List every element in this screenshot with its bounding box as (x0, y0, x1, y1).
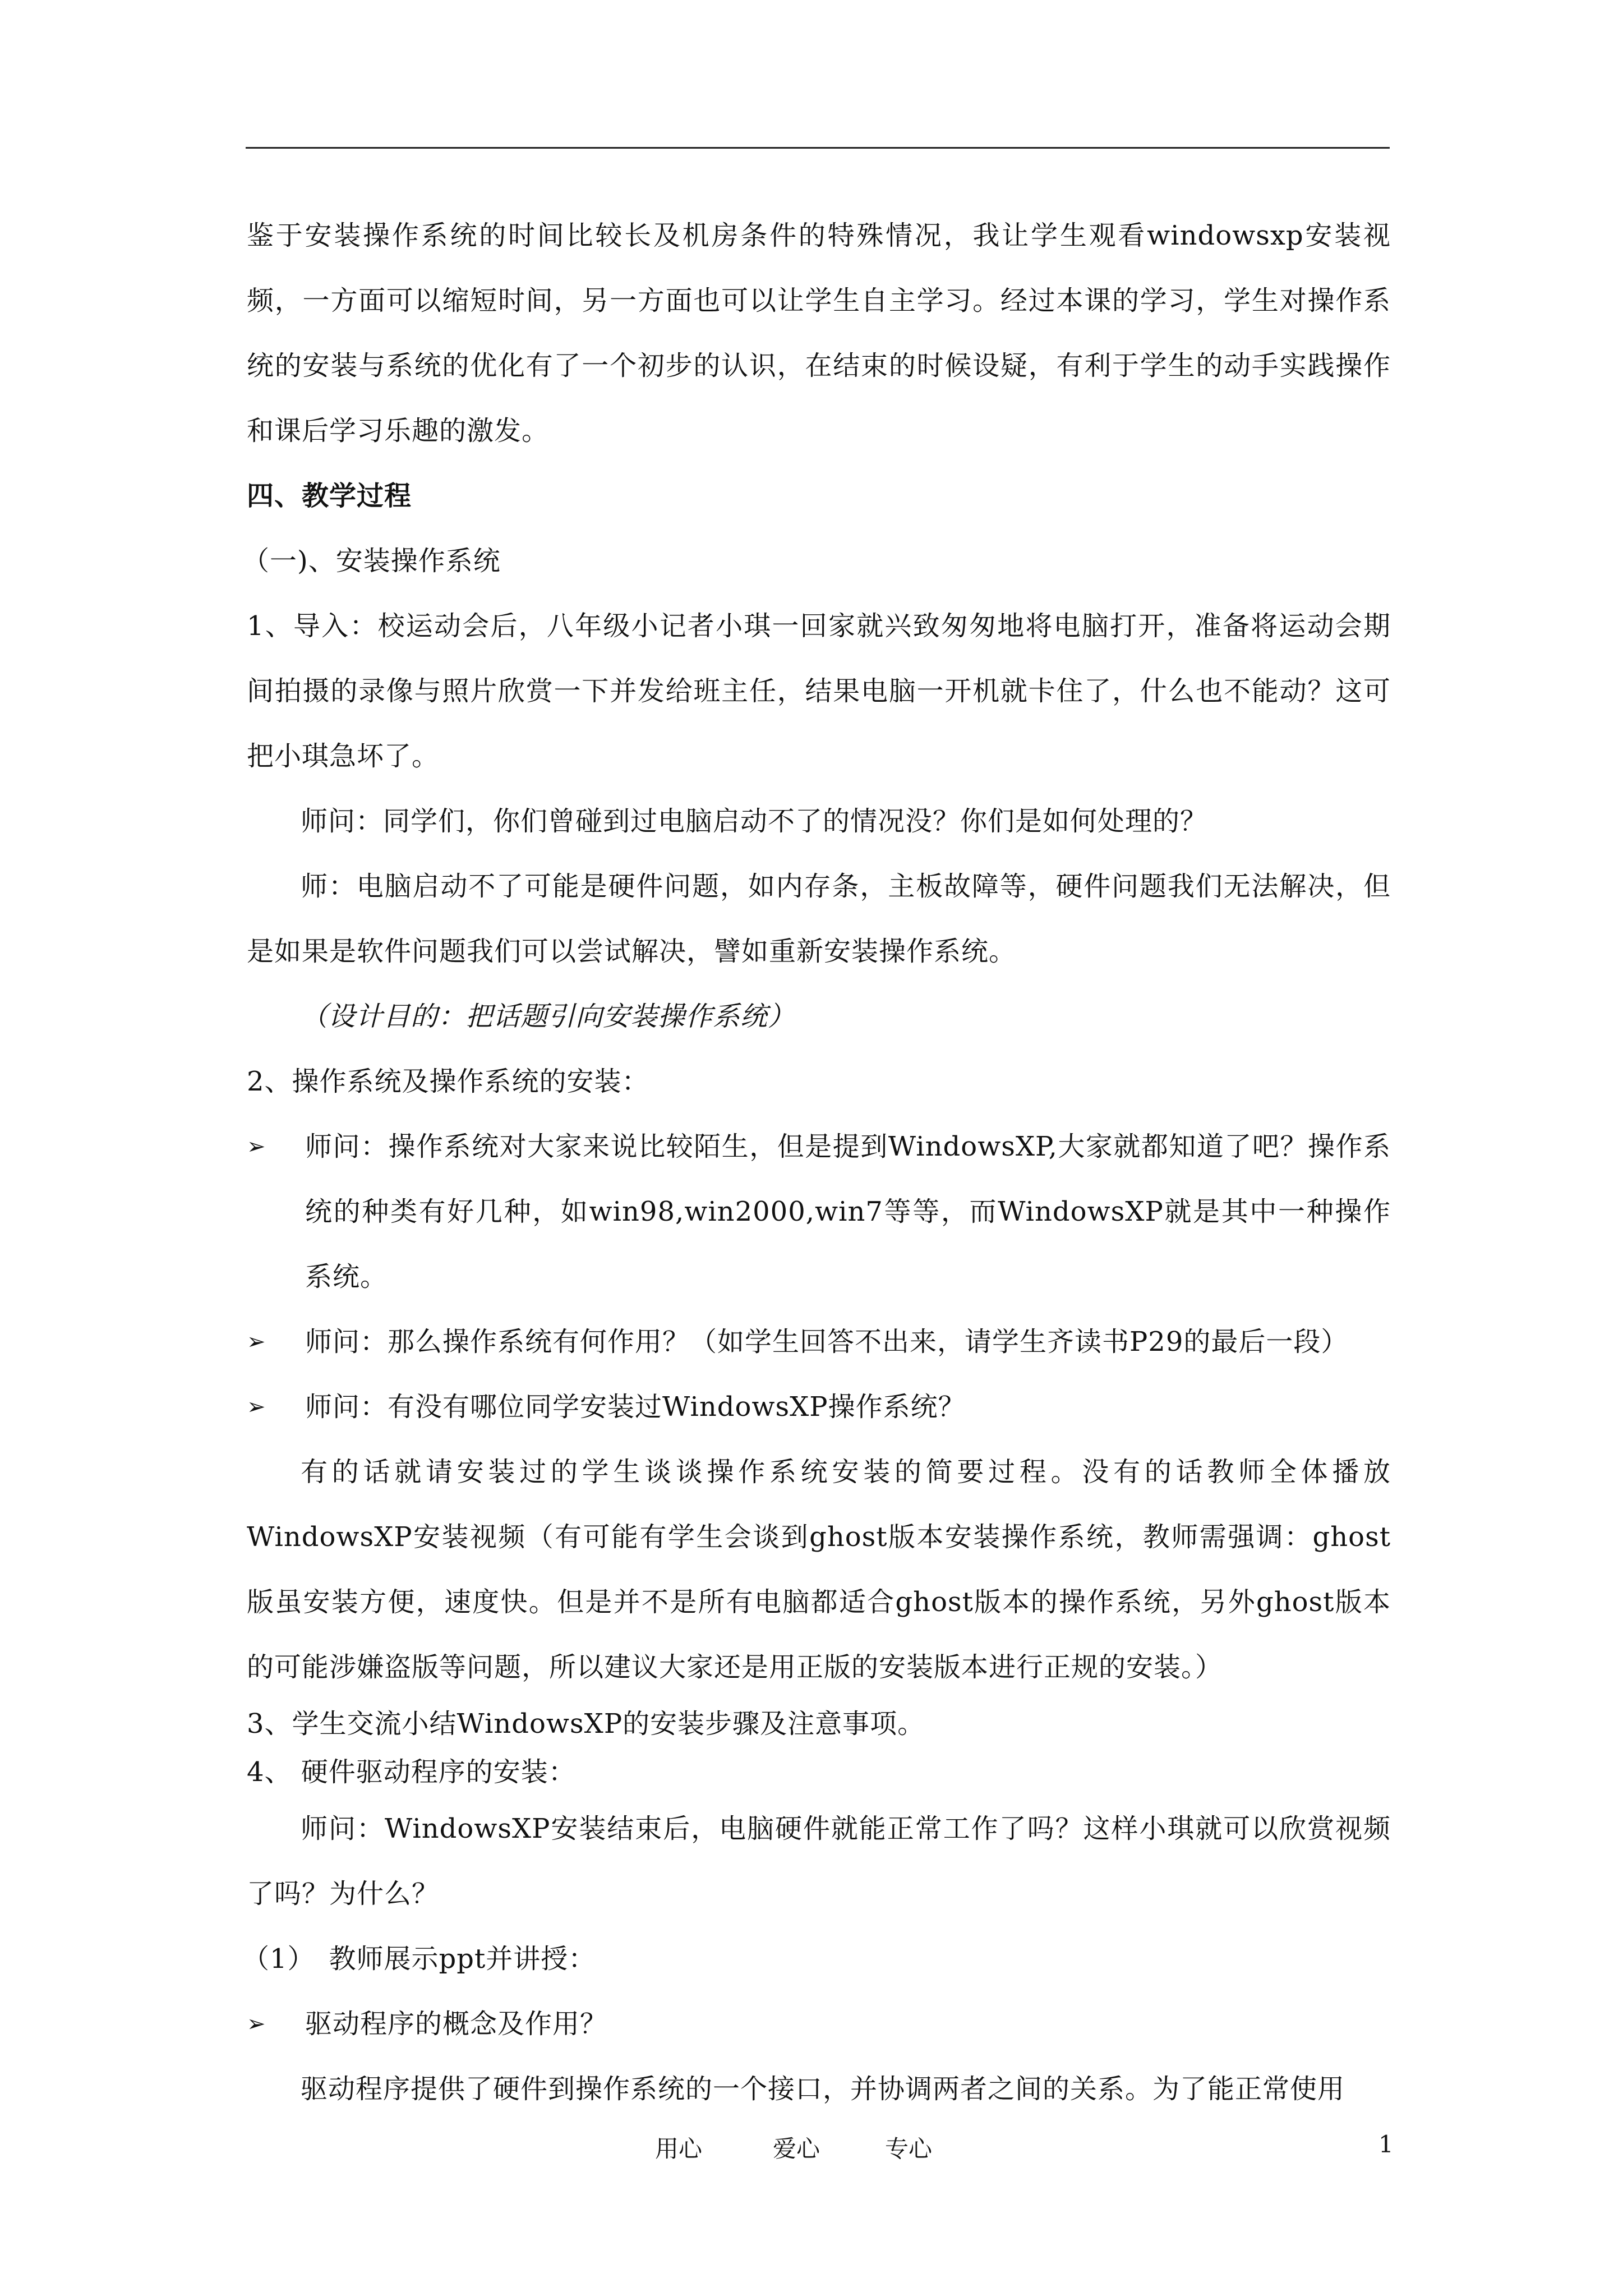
bullet-text: 师问：操作系统对大家来说比较陌生，但是提到WindowsXP,大家就都知道了吧？操作系统的种类有好几种，如win98,win2000,win7等等，而WindowsXP就是其中一种操作系统。 (305, 1131, 1391, 1292)
bullet-arrow-icon: ➢ (247, 2011, 266, 2037)
numbered-item-1: （1） 教师展示ppt并讲授： (242, 1943, 596, 1975)
bullet-arrow-icon: ➢ (247, 1134, 266, 1159)
step-3-summary: 3、学生交流小结WindowsXP的安装步骤及注意事项。 (247, 1708, 925, 1740)
teacher-statement-1: 师：电脑启动不了可能是硬件问题，如内存条，主板故障等，硬件问题我们无法解决，但是如果是软件问题我们可以尝试解决，譬如重新安装操作系统。 (247, 871, 1391, 967)
teacher-question-1: 师问：同学们，你们曾碰到过电脑启动不了的情况没？你们是如何处理的？ (301, 806, 1208, 837)
footer-motto-3: 专心 (885, 2135, 933, 2162)
section-heading-teaching-process: 四、教学过程 (247, 480, 412, 512)
bullet-item-os-function (247, 1309, 1391, 1374)
bullet-text: 师问：有没有哪位同学安装过WindowsXP操作系统？ (305, 1391, 966, 1423)
driver-explanation-paragraph: 驱动程序提供了硬件到操作系统的一个接口，并协调两者之间的关系。为了能正常使用 (301, 2073, 1345, 2105)
footer-motto-2: 爱心 (773, 2135, 820, 2162)
bullet-item-install-experience (247, 1374, 1391, 1439)
subsection-heading-install-os: （一)、安装操作系统 (242, 545, 501, 577)
bullet-item-driver-concept (247, 1991, 1391, 2056)
bullet-text: 驱动程序的概念及作用？ (305, 2008, 608, 2040)
bullet-text: 师问：那么操作系统有何作用？（如学生回答不出来，请学生齐读书P29的最后一段） (305, 1326, 1349, 1358)
document-body (242, 203, 1391, 2122)
page-footer (0, 2131, 1623, 2164)
bullet-item-os-types (247, 1114, 1391, 1309)
page-number: 1 (1378, 2131, 1394, 2158)
header-rule (246, 147, 1390, 149)
teacher-question-2: 师问：WindowsXP安装结束后，电脑硬件就能正常工作了吗？这样小琪就可以欣赏视频了吗？为什么？ (247, 1813, 1391, 1910)
bullet-arrow-icon: ➢ (247, 1394, 266, 1420)
design-purpose-note: （设计目的：把话题引向安装操作系统） (301, 1001, 796, 1032)
bullet-arrow-icon: ➢ (247, 1329, 266, 1355)
step-4-heading: 4、 硬件驱动程序的安装： (247, 1756, 576, 1788)
install-video-paragraph: 有的话就请安装过的学生谈谈操作系统安装的简要过程。没有的话教师全体播放WindowsXP安装视频（有可能有学生会谈到ghost版本安装操作系统，教师需强调：ghost版虽安装方便，速度快。但是并不是所有电脑都适合ghost版本的操作系统，另外ghost版本的可能涉嫌盗版等问题，所以建议大家还是用正版的安装版本进行正规的安装。） (247, 1456, 1391, 1683)
step-1-intro: 1、导入：校运动会后，八年级小记者小琪一回家就兴致匆匆地将电脑打开，准备将运动会期间拍摄的录像与照片欣赏一下并发给班主任，结果电脑一开机就卡住了，什么也不能动？这可把小琪急坏了。 (247, 610, 1391, 772)
step-2-heading: 2、操作系统及操作系统的安装： (247, 1066, 649, 1097)
footer-motto-1: 用心 (655, 2135, 703, 2162)
intro-paragraph: 鉴于安装操作系统的时间比较长及机房条件的特殊情况，我让学生观看windowsxp安装视频，一方面可以缩短时间，另一方面也可以让学生自主学习。经过本课的学习，学生对操作系统的安装与系统的优化有了一个初步的认识，在结束的时候设疑，有利于学生的动手实践操作和课后学习乐趣的激发。 (247, 220, 1391, 447)
